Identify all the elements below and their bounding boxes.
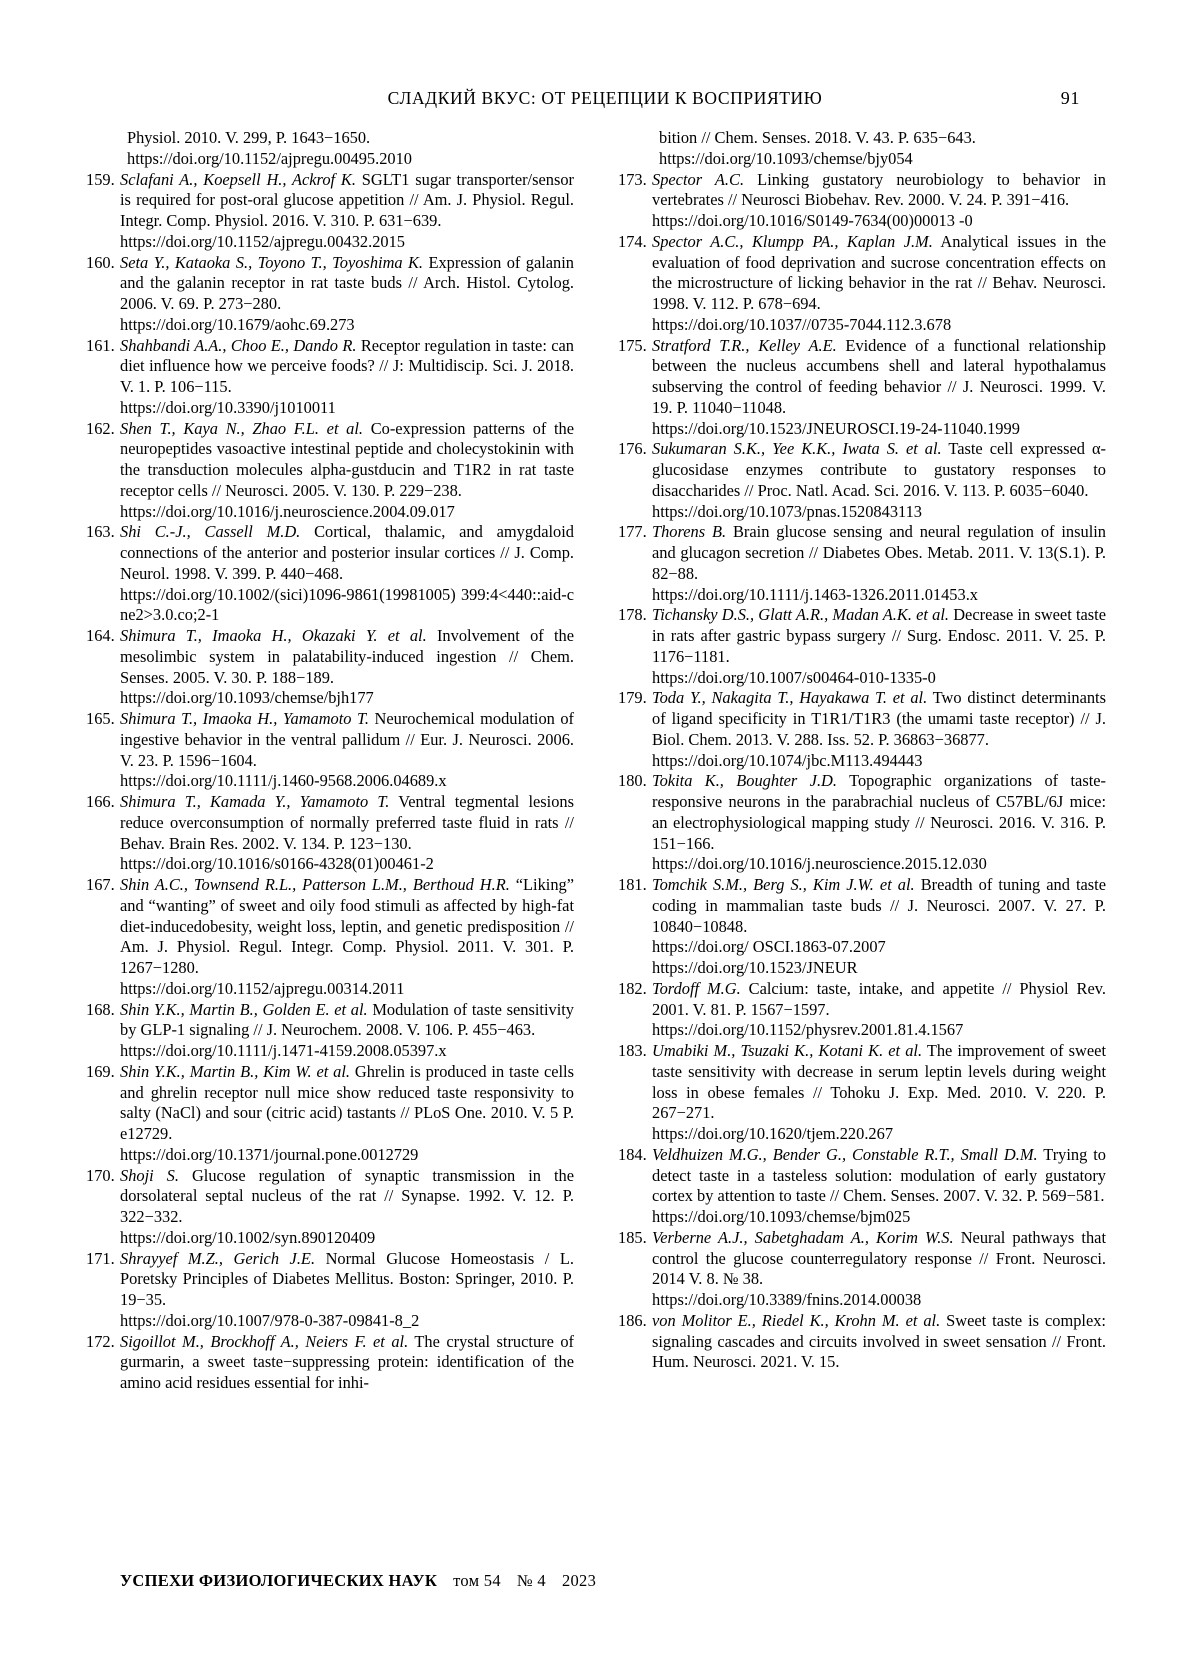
reference-authors: Tomchik S.M., Berg S., Kim J.W. et al.	[652, 875, 915, 894]
reference-authors: Spector A.C., Klumpp PA., Kaplan J.M.	[652, 231, 933, 251]
reference-entry	[86, 253, 574, 336]
reference-text: Trying to detect taste in a tasteless solution: modulation of early gustatory cortex by attention to taste // Chem. Senses. 2007. V. 32. P. 569−581.	[652, 1144, 1107, 1206]
reference-text: Breadth of tuning and taste coding in mammalian taste buds // J. Neurosci. 2007. V. 27. P. 10840−10848.	[652, 875, 1107, 936]
reference-number: 185.	[618, 1227, 647, 1247]
doi-link[interactable]: https://doi.org/10.1093/chemse/bjm025	[652, 1207, 911, 1226]
reference-text: Glucose regulation of synaptic transmission in the dorsolateral septal nucleus of the rat // Synapse. 1992. V. 12. P. 322−332.	[120, 1165, 574, 1226]
reference-text: Evidence of a functional relationship between the nucleus accumbens shell and lateral hypothalamus subserving the control of feeding behavior // J. Neurosci. 1999. V. 19. P. 11040−11048.	[652, 335, 1106, 417]
doi-link[interactable]: https://doi.org/10.1016/S0149-7634(00)00013 -0	[652, 211, 973, 230]
reference-number: 163.	[86, 522, 115, 542]
reference-number: 165.	[86, 709, 115, 728]
doi-link[interactable]: https://doi.org/10.1523/JNEUROSCI.19-24-11040.1999	[652, 418, 1020, 438]
reference-number: 167.	[86, 875, 115, 894]
reference-entry	[618, 979, 1106, 1041]
doi-link[interactable]: https://doi.org/10.1111/j.1463-1326.2011.01453.x	[652, 584, 978, 604]
continued-text: bition // Chem. Senses. 2018. V. 43. P. 635−643.	[659, 128, 976, 147]
reference-entry	[86, 419, 574, 523]
doi-link[interactable]: https://doi.org/10.1002/(sici)1096-9861(19981005) 399:4<440::aid-cne2>3.0.co;2-1	[120, 584, 574, 625]
reference-text: Ghrelin is produced in taste cells and ghrelin receptor null mice show reduced taste responsivity to salty (NaCl) and sour (citric acid) tastants // PLoS One. 2010. V. 5 P. e12729.	[120, 1061, 574, 1143]
doi-link[interactable]: https://doi.org/10.1007/978-0-387-09841-8_2	[120, 1310, 420, 1330]
doi-link[interactable]: https://doi.org/10.1111/j.1471-4159.2008.05397.x	[120, 1041, 447, 1060]
reference-number: 184.	[618, 1144, 647, 1164]
reference-text: Normal Glucose Homeostasis / L. Poretsky Principles of Diabetes Mellitus. Boston: Springer, 2010. P. 19−35.	[120, 1248, 574, 1309]
reference-authors: Shin Y.K., Martin B., Golden E. et al.	[120, 999, 368, 1019]
reference-text: Cortical, thalamic, and amygdaloid connections of the anterior and posterior insular cortices // J. Comp. Neurol. 1998. V. 399. P. 440−468.	[120, 522, 574, 583]
doi-link[interactable]: https://doi.org/10.1152/ajpregu.00432.2015	[120, 231, 406, 251]
reference-authors: Verberne A.J., Sabetghadam A., Korim W.S.	[652, 1227, 954, 1247]
reference-entry	[618, 1311, 1106, 1373]
reference-text: Ventral tegmental lesions reduce overconsumption of normally preferred taste fluid in rats // Behav. Brain Res. 2002. V. 134. P. 123−130.	[120, 792, 574, 853]
reference-text: Analytical issues in the evaluation of food deprivation and sucrose concentration effects on the microstructure of licking behavior in the rat // Behav. Neurosci. 1998. V. 112. P. 678−694.	[652, 231, 1106, 313]
reference-number: 162.	[86, 418, 115, 438]
doi-link[interactable]: https://doi.org/10.1371/journal.pone.0012729	[120, 1144, 419, 1164]
reference-text: The improvement of sweet taste sensitivity with decrease in serum leptin levels during weight loss in obese females // Tohoku J. Exp. Med. 2010. V. 220. P. 267−271.	[652, 1041, 1106, 1123]
reference-authors: Toda Y., Nakagita T., Hayakawa T. et al.	[652, 688, 928, 708]
reference-authors: Sclafani A., Koepsell H., Ackrof K.	[120, 169, 356, 189]
doi-link[interactable]: https://doi.org/10.1074/jbc.M113.494443	[652, 750, 923, 770]
reference-text: The crystal structure of gurmarin, a sweet taste−suppressing protein: identification of the amino acid residues essential for inhi-	[120, 1331, 575, 1392]
doi-link[interactable]: https://doi.org/10.1679/aohc.69.273	[120, 314, 355, 334]
reference-number: 160.	[86, 252, 115, 272]
reference-number: 161.	[86, 335, 115, 355]
footer-year: 2023	[561, 1571, 597, 1590]
reference-authors: Shimura T., Imaoka H., Yamamoto T.	[120, 709, 370, 728]
reference-text: Decrease in sweet taste in rats after gastric bypass surgery // Surg. Endosc. 2011. V. 25. P. 1176−1181.	[652, 605, 1107, 666]
footer-journal: УСПЕХИ ФИЗИОЛОГИЧЕСКИХ НАУК	[120, 1571, 438, 1590]
doi-link[interactable]: https://doi.org/10.1007/s00464-010-1335-0	[652, 667, 936, 687]
reference-number: 164.	[86, 626, 115, 645]
reference-number: 169.	[86, 1061, 115, 1081]
reference-authors: Shimura T., Imaoka H., Okazaki Y. et al.	[120, 626, 427, 645]
reference-entry	[618, 522, 1106, 605]
reference-text: Linking gustatory neurobiology to behavior in vertebrates // Neurosci Biobehav. Rev. 2000. V. 24. P. 391−416.	[652, 169, 1106, 210]
page-number: 91	[1060, 88, 1080, 108]
reference-entry	[618, 688, 1106, 771]
reference-authors: von Molitor E., Riedel K., Krohn M. et al.	[652, 1310, 941, 1330]
left-column	[86, 128, 574, 1394]
reference-authors: Sukumaran S.K., Yee K.K., Iwata S. et al.	[652, 439, 942, 459]
reference-text: Calcium: taste, intake, and appetite // Physiol Rev. 2001. V. 81. P. 1567−1597.	[652, 978, 1106, 1019]
reference-entry	[86, 1062, 574, 1166]
reference-text: “Liking” and “wanting” of sweet and oily food stimuli as affected by high-fat diet-inducedobesity, weight loss, leptin, and genetic predisposition // Am. J. Physiol. Regul. Integr. Comp. Physiol. 2011. V. 301. P. 1267−1280.	[120, 875, 574, 977]
doi-link[interactable]: https://doi.org/10.3389/fnins.2014.00038	[652, 1290, 922, 1309]
reference-number: 174.	[618, 231, 647, 251]
doi-link-secondary[interactable]: https://doi.org/10.1523/JNEUR	[652, 958, 858, 977]
reference-entry	[618, 875, 1106, 979]
reference-text: Receptor regulation in taste: can diet influence how we perceive foods? // J: Multidiscip. Sci. J. 2018. V. 1. P. 106−115.	[120, 335, 574, 396]
page-footer	[120, 1571, 596, 1591]
reference-entry	[618, 1145, 1106, 1228]
doi-link[interactable]: https://doi.org/10.1016/s0166-4328(01)00461-2	[120, 854, 434, 874]
doi-link[interactable]: https://doi.org/10.1093/chemse/bjy054	[659, 148, 913, 168]
reference-authors: Umabiki M., Tsuzaki K., Kotani K. et al.	[652, 1041, 923, 1060]
reference-entry	[86, 626, 574, 709]
reference-entry	[86, 1000, 574, 1062]
reference-entry	[86, 1166, 574, 1249]
reference-text: Two distinct determinants of ligand specificity in T1R1/T1R3 (the umami taste receptor) // J. Biol. Chem. 2013. V. 288. Iss. 52. P. 36863−36877.	[652, 688, 1106, 749]
reference-text: Sweet taste is complex: signaling cascades and circuits involved in sweet sensation // Front. Hum. Neurosci. 2021. V. 15.	[652, 1310, 1106, 1372]
doi-link[interactable]: https://doi.org/10.1620/tjem.220.267	[652, 1124, 894, 1143]
reference-authors: Spector A.C.	[652, 169, 745, 189]
doi-link[interactable]: https://doi.org/10.1111/j.1460-9568.2006.04689.x	[120, 771, 447, 791]
running-head	[120, 88, 1080, 109]
reference-number: 175.	[618, 335, 647, 355]
reference-authors: Shoji S.	[120, 1165, 179, 1185]
reference-number: 159.	[86, 169, 115, 189]
reference-text: Topographic organizations of taste-responsive neurons in the parabrachial nucleus of C57BL/6J mice: an electrophysiological mapping study // Neurosci. 2016. V. 316. P. 151−166.	[652, 771, 1106, 853]
footer-volume: том 54	[453, 1571, 501, 1590]
reference-entry	[618, 1228, 1106, 1311]
reference-entry	[618, 336, 1106, 440]
doi-link[interactable]: https://doi.org/10.1152/ajpregu.00314.2011	[120, 978, 405, 998]
reference-entry	[86, 1249, 574, 1332]
reference-authors: Sigoillot M., Brockhoff A., Neiers F. et al.	[120, 1331, 409, 1351]
reference-authors: Tokita K., Boughter J.D.	[652, 771, 837, 791]
reference-entry	[618, 771, 1106, 875]
doi-link[interactable]: https://doi.org/ OSCI.1863-07.2007	[652, 937, 886, 957]
reference-authors: Veldhuizen M.G., Bender G., Constable R.T., Small D.M.	[652, 1144, 1038, 1164]
reference-authors: Shin Y.K., Martin B., Kim W. et al.	[120, 1061, 350, 1081]
reference-authors: Shimura T., Kamada Y., Yamamoto T.	[120, 792, 390, 811]
reference-entry	[86, 792, 574, 875]
reference-entry	[86, 170, 574, 253]
reference-text: Brain glucose sensing and neural regulation of insulin and glucagon secretion // Diabetes Obes. Metab. 2011. V. 13(S.1). P. 82−88.	[652, 522, 1106, 583]
reference-entry	[618, 439, 1106, 522]
reference-authors: Tordoff M.G.	[652, 978, 741, 998]
reference-entry	[618, 170, 1106, 232]
reference-text: SGLT1 sugar transporter/sensor is required for post-oral glucose appetition // Am. J. Physiol. Regul. Integr. Comp. Physiol. 2016. V. 310. P. 631−639.	[120, 169, 574, 230]
reference-authors: Tichansky D.S., Glatt A.R., Madan A.K. et al.	[652, 605, 950, 625]
reference-number: 166.	[86, 792, 115, 811]
footer-issue: № 4	[516, 1571, 546, 1590]
reference-text: Expression of galanin and the galanin receptor in rat taste buds // Arch. Histol. Cytolog. 2006. V. 69. P. 273−280.	[120, 252, 575, 313]
reference-entry	[86, 336, 574, 419]
reference-number: 178.	[618, 605, 647, 625]
reference-entry	[86, 1332, 574, 1394]
reference-number: 177.	[618, 522, 647, 542]
continued-reference	[618, 128, 1106, 170]
doi-link[interactable]: https://doi.org/10.1037//0735-7044.112.3.678	[652, 314, 952, 334]
reference-number: 176.	[618, 439, 647, 459]
reference-text: Neural pathways that control the glucose counterregulatory response // Front. Neurosci. 2014 V. 8. № 38.	[652, 1227, 1107, 1289]
reference-authors: Shrayyef M.Z., Gerich J.E.	[120, 1248, 316, 1268]
reference-text: Co-expression patterns of the neuropeptides vasoactive intestinal peptide and cholecystokinin with the transduction molecules alpha-gustducin and T1R2 in rat taste receptor cells // Neurosci. 2005. V. 130. P. 229−238.	[120, 418, 575, 500]
reference-text: Modulation of taste sensitivity by GLP-1 signaling // J. Neurochem. 2008. V. 106. P. 455−463.	[120, 999, 574, 1040]
reference-authors: Shahbandi A.A., Choo E., Dando R.	[120, 335, 357, 355]
reference-authors: Stratford T.R., Kelley A.E.	[652, 335, 837, 355]
running-head-title: СЛАДКИЙ ВКУС: ОТ РЕЦЕПЦИИ К ВОСПРИЯТИЮ	[387, 88, 823, 108]
reference-number: 181.	[618, 875, 647, 894]
reference-number: 182.	[618, 978, 647, 998]
reference-number: 179.	[618, 688, 647, 708]
doi-link[interactable]: https://doi.org/10.1016/j.neuroscience.2015.12.030	[652, 854, 987, 874]
doi-link[interactable]: https://doi.org/10.1093/chemse/bjh177	[120, 688, 374, 708]
reference-entry	[86, 709, 574, 792]
reference-text: Involvement of the mesolimbic system in palatability-induced ingestion // Chem. Senses. 2005. V. 30. P. 188−189.	[120, 626, 575, 687]
reference-number: 172.	[86, 1331, 115, 1351]
reference-entry	[86, 522, 574, 626]
right-column	[618, 128, 1106, 1394]
doi-link[interactable]: https://doi.org/10.1073/pnas.1520843113	[652, 501, 922, 521]
doi-link[interactable]: https://doi.org/10.1152/physrev.2001.81.4.1567	[652, 1020, 964, 1040]
reference-number: 183.	[618, 1041, 647, 1060]
reference-number: 173.	[618, 169, 647, 189]
reference-authors: Shi C.-J., Cassell M.D.	[120, 522, 301, 542]
reference-entry	[86, 875, 574, 1000]
reference-entry	[618, 605, 1106, 688]
continued-reference	[86, 128, 574, 170]
doi-link[interactable]: https://doi.org/10.1002/syn.890120409	[120, 1227, 376, 1247]
reference-text: Taste cell expressed α-glucosidase enzymes contribute to gustatory responses to disaccharides // Proc. Natl. Acad. Sci. 2016. V. 113. P. 6035−6040.	[652, 439, 1107, 500]
reference-authors: Shin A.C., Townsend R.L., Patterson L.M., Berthoud H.R.	[120, 875, 510, 894]
doi-link[interactable]: https://doi.org/10.1152/ajpregu.00495.2010	[127, 148, 413, 168]
reference-number: 170.	[86, 1165, 115, 1185]
reference-number: 171.	[86, 1248, 115, 1268]
reference-text: Neurochemical modulation of ingestive behavior in the ventral pallidum // Eur. J. Neurosci. 2006. V. 23. P. 1596−1604.	[120, 709, 575, 770]
doi-link[interactable]: https://doi.org/10.3390/j1010011	[120, 397, 336, 417]
reference-entry	[618, 232, 1106, 336]
reference-authors: Seta Y., Kataoka S., Toyono T., Toyoshima K.	[120, 252, 424, 272]
reference-columns	[86, 128, 1114, 1394]
reference-entry	[618, 1041, 1106, 1145]
continued-text: Physiol. 2010. V. 299, P. 1643−1650.	[127, 128, 371, 147]
reference-number: 186.	[618, 1310, 647, 1330]
reference-number: 180.	[618, 771, 647, 791]
reference-authors: Shen T., Kaya N., Zhao F.L. et al.	[120, 418, 364, 438]
doi-link[interactable]: https://doi.org/10.1016/j.neuroscience.2004.09.017	[120, 501, 455, 521]
reference-number: 168.	[86, 999, 115, 1019]
reference-authors: Thorens B.	[652, 522, 727, 542]
